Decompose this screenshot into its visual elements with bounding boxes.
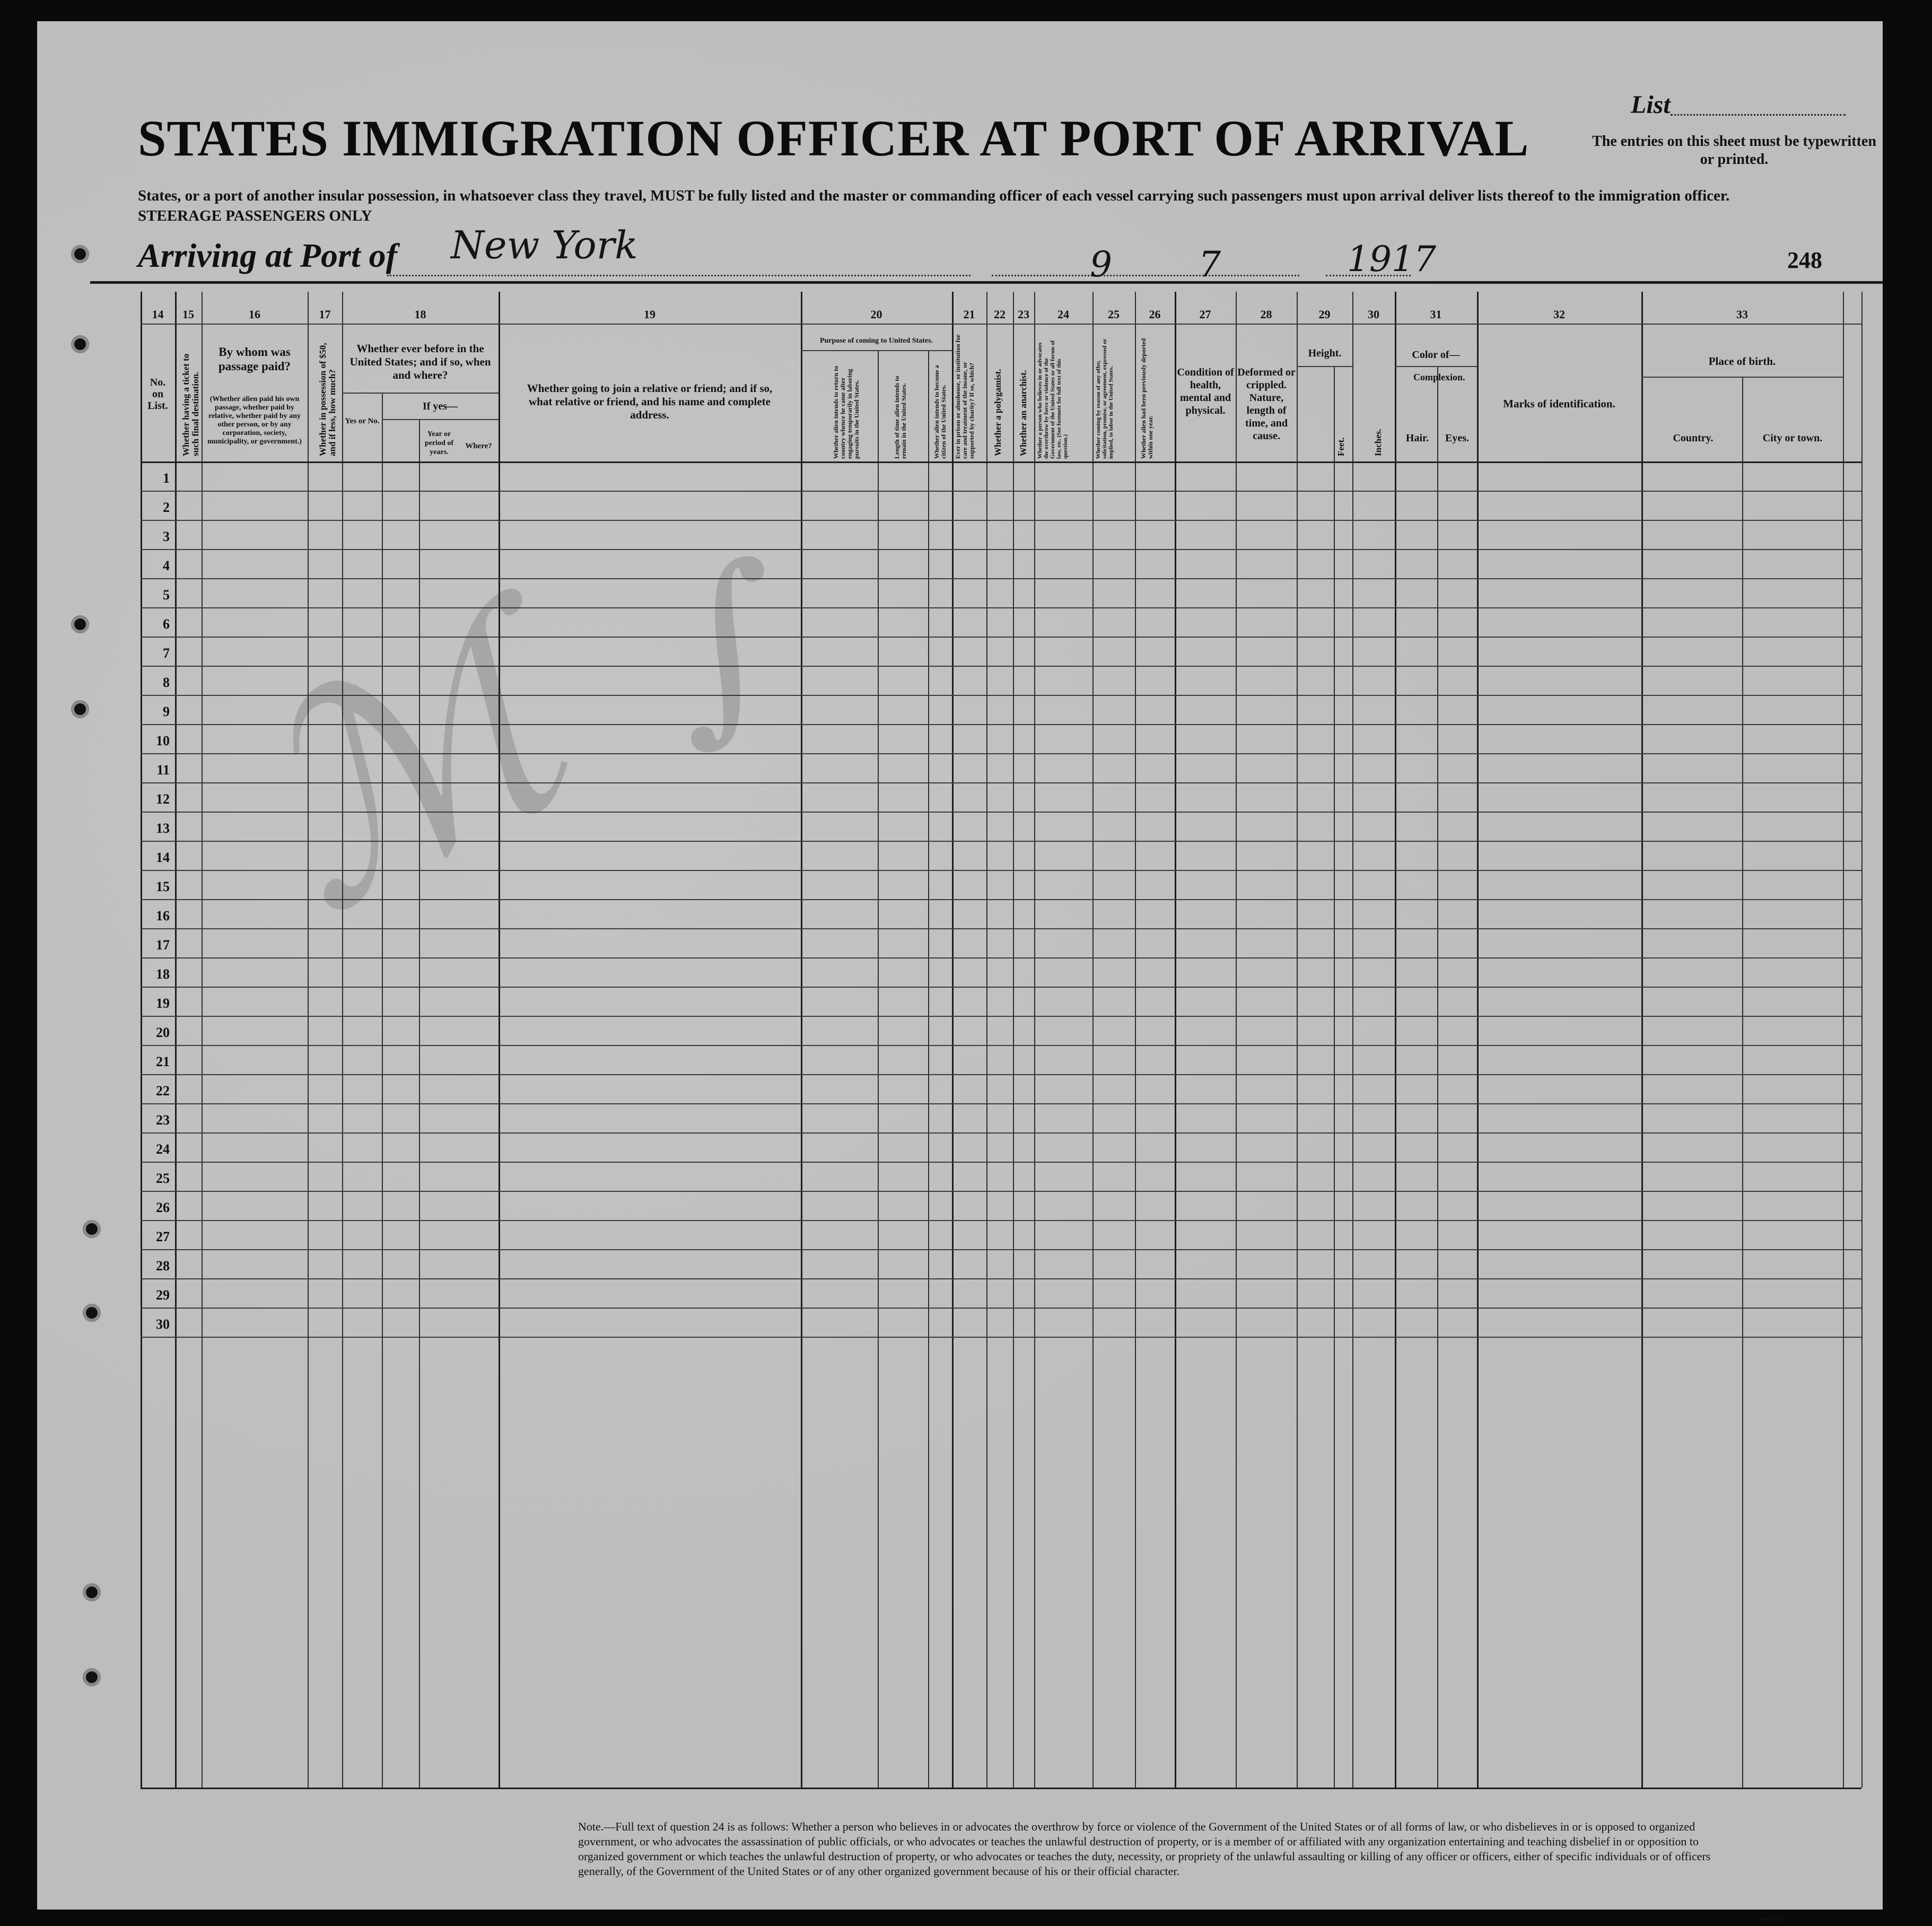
row-line (141, 549, 1861, 550)
grid-line (1135, 292, 1136, 1788)
row-number: 18 (156, 966, 170, 982)
col-28-header: Deformed or crippled. Nature, length of time, and cause. (1237, 367, 1296, 442)
grid-line (1352, 292, 1353, 1788)
column-number: 32 (1553, 308, 1565, 321)
row-line (141, 1132, 1861, 1134)
column-number: 30 (1368, 308, 1379, 321)
grid-line (1843, 292, 1844, 1788)
col-16-note: (Whether alien paid his own passage, whether paid by relative, whether paid by any other person, or by any corporation, society, municipality, or government.) (207, 395, 302, 446)
row-number: 27 (156, 1229, 170, 1244)
instructions-sentence: States, or a port of another insular possession, in whatsoever class they travel, MUST be fully listed and the master or commanding officer of each vessel carrying such passengers must upon arrival deliver lists thereof to the immigration officer. (138, 187, 1730, 204)
column-number: 24 (1057, 308, 1069, 321)
header-line (141, 324, 1861, 325)
row-number: 17 (156, 937, 170, 953)
col-17-header: Whether in possession of $50, and if less, how much? (318, 343, 337, 456)
typewritten-note: The entries on this sheet must be typewritten or printed. (1592, 133, 1876, 168)
col-18-where: Where? (465, 442, 492, 450)
col-20-return: Whether alien intends to return to country whence he came after engaging temporarily in laboring pursuits in the United States. (832, 365, 860, 459)
grid-line (1742, 377, 1743, 1788)
row-number: 14 (156, 850, 170, 865)
row-number: 30 (156, 1317, 170, 1332)
column-number: 28 (1260, 308, 1272, 321)
row-line (141, 1016, 1861, 1017)
row-number: 9 (163, 704, 170, 719)
col-32-header: Marks of identification. (1503, 397, 1615, 410)
row-number: 6 (163, 616, 170, 632)
col-18-header: Whether ever before in the United States; and if so, when and where? (349, 342, 491, 381)
row-line (141, 491, 1861, 492)
row-number: 25 (156, 1171, 170, 1186)
row-line (141, 1191, 1861, 1192)
arrival-day-value[interactable]: 7 (1199, 244, 1221, 285)
col-31-header: Color of— (1412, 349, 1460, 361)
manifest-sheet (37, 21, 1883, 1922)
column-number: 18 (414, 308, 426, 321)
row-number: 19 (156, 996, 170, 1011)
col-20-length: Length of time alien intends to remain in the United States. (893, 376, 907, 459)
grid-line (202, 292, 203, 1788)
column-number: 17 (319, 308, 331, 321)
col-31-eyes: Eyes. (1445, 432, 1469, 444)
col-16-header: By whom was passage paid? (218, 345, 291, 373)
row-number: 8 (163, 675, 170, 690)
row-number: 21 (156, 1054, 170, 1069)
row-line (141, 520, 1861, 521)
row-line (141, 1074, 1861, 1075)
grid-line (928, 350, 929, 1788)
header-line (141, 461, 1861, 463)
row-number: 28 (156, 1258, 170, 1274)
column-number: 19 (644, 308, 655, 321)
port-of-arrival-value[interactable]: New York (451, 223, 638, 267)
grid-line (878, 350, 879, 1788)
col-22-header: Whether a polygamist. (993, 369, 1003, 456)
row-line (141, 1162, 1861, 1163)
row-number: 22 (156, 1083, 170, 1099)
grid-line (952, 292, 954, 1788)
column-number: 27 (1199, 308, 1211, 321)
row-number: 7 (163, 646, 170, 661)
row-line (141, 1220, 1861, 1221)
grid-line (1334, 366, 1335, 1788)
col-23-header: Whether an anarchist. (1018, 370, 1028, 456)
column-number: 15 (182, 308, 194, 321)
grid-line (1437, 366, 1438, 1788)
row-number: 11 (156, 762, 170, 778)
row-number: 24 (156, 1141, 170, 1157)
punch-hole (71, 245, 89, 263)
header-line (382, 419, 499, 420)
row-number: 23 (156, 1112, 170, 1128)
row-line (141, 1278, 1861, 1279)
column-number: 25 (1108, 308, 1120, 321)
grid-line (1092, 292, 1094, 1788)
row-number: 26 (156, 1200, 170, 1215)
col-24-header: Whether a person who believes in or advocates the overthrow by force or violence of the Government of the United States or all forms of law, etc. (See footnote for full text of this question.) (1037, 340, 1069, 459)
col-20-citizen: Whether alien intends to become a citizen of the United States. (933, 365, 947, 459)
grid-line (342, 292, 343, 1788)
col-14-header: No. on List. (147, 377, 168, 412)
manifest-grid (37, 21, 1883, 1910)
row-line (141, 1249, 1861, 1250)
punch-hole (83, 1583, 101, 1601)
row-line (141, 987, 1861, 988)
punch-hole (71, 700, 89, 718)
row-number: 12 (156, 791, 170, 807)
grid-line (1297, 292, 1298, 1788)
col-21-header: Ever in prison or almshouse, or institution for care and treatment of the insane, or supported by charity? If so, which? (954, 334, 975, 459)
column-number: 20 (870, 308, 882, 321)
punch-hole (71, 615, 89, 633)
arrival-year-value[interactable]: 1917 (1347, 239, 1436, 280)
col-30-header: Complexion. (1413, 372, 1465, 382)
column-number: 23 (1018, 308, 1029, 321)
col-19-header: Whether going to join a relative or friend; and if so, what relative or friend, and his name and complete address. (527, 382, 773, 421)
row-number: 29 (156, 1287, 170, 1303)
arriving-port-label: Arriving at Port of (138, 237, 397, 274)
grid-line (1641, 292, 1643, 1788)
row-number: 15 (156, 879, 170, 894)
grid-line (1477, 292, 1479, 1788)
footnote-question-24: Note.—Full text of question 24 is as follows: Whether a person who believes in or advocates the overthrow by force or violence of the Government of the United States or of all forms of law, or who disbelieves in or is opposed to organized government, or who advocates the assassination of public officials, or who advocates or teaches the unlawful destruction of property, or is a member of or affiliated with any organization entertaining and teaching disbelief in or opposition to organized government or which teaches the unlawful destruction of property, or who advocates or teaches the duty, necessity, or propriety of the unlawful assaulting or killing of any officer or officers, either of specific individuals or of officers generally, of the Government of the United States or of any other organized government because of his or their official character. (578, 1820, 1711, 1878)
arrival-month-value[interactable]: 9 (1090, 244, 1112, 285)
col-31-hair: Hair. (1405, 432, 1429, 444)
header-line (1297, 366, 1352, 367)
col-25-header: Whether coming by reason of any offer, solicitation, promise, or agreement, expressed or implied, to labor in the United States. (1095, 338, 1114, 459)
grid-line (1175, 292, 1176, 1788)
grid-line (1395, 292, 1396, 1788)
grid-line (175, 292, 177, 1788)
header-line (1641, 377, 1843, 378)
faint-handwriting: ℳ (202, 554, 613, 977)
column-number: 16 (249, 308, 260, 321)
faint-handwriting: ∫ (658, 519, 794, 766)
row-line (141, 1337, 1861, 1338)
col-33-header: Place of birth. (1708, 355, 1776, 368)
grid-line (499, 292, 500, 1788)
row-number: 13 (156, 821, 170, 836)
row-number: 3 (163, 529, 170, 544)
punch-hole (83, 1304, 101, 1322)
col-18-if-yes: If yes— (422, 400, 458, 412)
header-line (801, 350, 952, 351)
col-15-header: Whether having a ticket to such final destination. (181, 353, 200, 456)
class-note: STEERAGE PASSENGERS ONLY (138, 207, 372, 224)
col-27-header: Condition of health, mental and physical. (1177, 367, 1234, 416)
row-line (141, 1045, 1861, 1046)
col-29-feet: Feet. (1336, 437, 1346, 456)
col-18-years: Year or period of years. (424, 430, 454, 456)
page-title: STATES IMMIGRATION OFFICER AT PORT OF ARRIVAL (138, 110, 1529, 167)
column-number: 29 (1318, 308, 1331, 321)
list-label: List (1631, 91, 1671, 119)
col-29-inches: Inches. (1373, 429, 1383, 456)
row-line (141, 1103, 1861, 1104)
column-number: 22 (994, 308, 1006, 321)
col-33-country: Country. (1673, 432, 1714, 444)
grid-line (1236, 292, 1237, 1788)
grid-bottom-line (141, 1788, 1861, 1789)
row-number: 5 (163, 587, 170, 603)
sheet-number: 248 (1787, 247, 1822, 273)
grid-line (1013, 292, 1014, 1788)
row-number: 1 (163, 470, 170, 486)
grid-line (1034, 292, 1035, 1788)
punch-hole (83, 1668, 101, 1686)
row-number: 16 (156, 908, 170, 923)
col-29-header: Height. (1308, 347, 1342, 359)
col-18-yes-no: Yes or No. (345, 417, 380, 425)
header-line (342, 393, 499, 394)
column-number: 31 (1430, 308, 1442, 321)
column-number: 33 (1736, 308, 1748, 321)
row-number: 10 (156, 733, 170, 748)
form-code: 14—213 (1761, 1915, 1783, 1922)
grid-line (801, 292, 802, 1788)
column-number: 21 (963, 308, 975, 321)
column-number: 26 (1149, 308, 1161, 321)
punch-hole (71, 335, 89, 353)
row-number: 4 (163, 558, 170, 573)
row-number: 20 (156, 1025, 170, 1040)
row-number: 2 (163, 500, 170, 515)
row-line (141, 1308, 1861, 1309)
grid-line (1861, 292, 1863, 1788)
col-20-header: Purpose of coming to United States. (819, 337, 933, 345)
col-26-header: Whether alien had been previously deported within one year. (1140, 338, 1154, 459)
col-33-city: City or town. (1762, 432, 1823, 444)
punch-hole (83, 1220, 101, 1238)
column-number: 14 (152, 308, 164, 321)
header-line (1395, 366, 1477, 367)
grid-line (308, 292, 309, 1788)
row-line (141, 578, 1861, 579)
grid-line (986, 292, 987, 1788)
row-line (141, 957, 1861, 958)
